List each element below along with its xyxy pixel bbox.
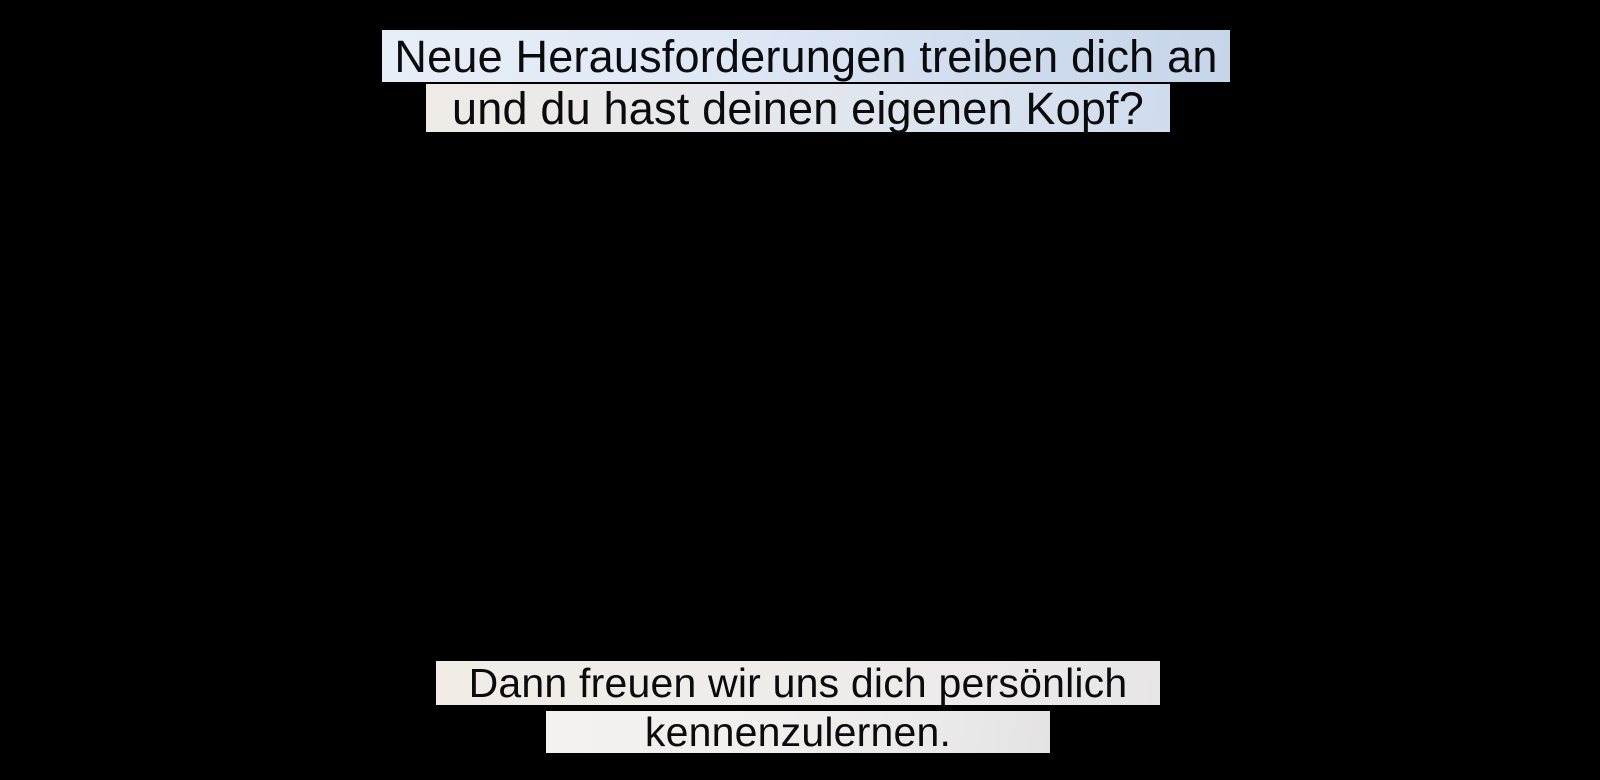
closing-line-2: kennenzulernen.	[546, 711, 1050, 753]
headline-line-1: Neue Herausforderungen treiben dich an	[382, 30, 1230, 82]
headline-line-2: und du hast deinen eigenen Kopf?	[426, 84, 1170, 132]
closing-line-1: Dann freuen wir uns dich persönlich	[436, 661, 1160, 705]
